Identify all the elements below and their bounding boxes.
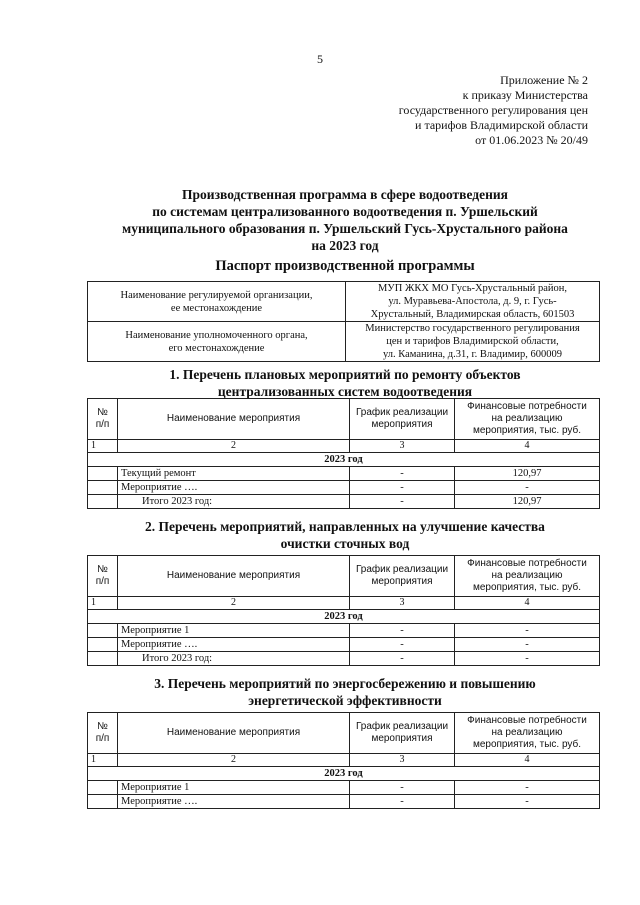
row-finance: - (455, 781, 600, 795)
column-number-row (88, 754, 600, 767)
row-num (88, 781, 118, 795)
title-line: по системам централизованного водоотведения п. Уршельский (152, 204, 538, 219)
row-name: Текущий ремонт (118, 467, 350, 481)
passport-label-line: его местонахождение (168, 342, 265, 354)
table-header-row (88, 399, 600, 440)
section-3-table (87, 712, 600, 809)
year-row (88, 610, 600, 624)
annex-line: государственного регулирования цен (398, 103, 588, 117)
annex-line: Приложение № 2 (500, 73, 588, 87)
section-1-title (80, 366, 610, 400)
passport-label-line: Наименование регулируемой организации, (120, 289, 313, 301)
row-schedule: - (350, 467, 455, 481)
row-name: Мероприятие …. (118, 481, 350, 495)
section-title-line: 3. Перечень мероприятий по энергосбережению и повышению (154, 676, 536, 691)
passport-value-line: Хрустальный, Владимирская область, 601503 (370, 309, 575, 320)
passport-value-line: МУП ЖКХ МО Гусь-Хрустальный район, (377, 283, 568, 294)
row-schedule: - (350, 624, 455, 638)
col-number: 2 (118, 597, 350, 610)
title-line: на 2023 год (311, 238, 379, 253)
total-schedule: - (350, 652, 455, 666)
passport-value-line: Министерство государственного регулирования (365, 323, 580, 334)
column-number-row (88, 440, 600, 453)
header-name: Наименование мероприятия (118, 399, 350, 440)
header-name: Наименование мероприятия (118, 556, 350, 597)
row-finance: 120,97 (455, 467, 600, 481)
column-number-row (88, 597, 600, 610)
header-finance: Финансовые потребности на реализацию мероприятия, тыс. руб. (455, 713, 600, 754)
section-3-title (80, 675, 610, 709)
header-schedule: График реализации мероприятия (350, 556, 455, 597)
row-num (88, 467, 118, 481)
col-number: 3 (350, 597, 455, 610)
header-num: № п/п (88, 713, 118, 754)
header-finance: Финансовые потребности на реализацию мероприятия, тыс. руб. (455, 399, 600, 440)
section-title-line: 1. Перечень плановых мероприятий по ремонту объектов (169, 367, 521, 382)
section-2-title (80, 518, 610, 552)
total-finance: 120,97 (455, 495, 600, 509)
passport-value-line: ул. Каманина, д.31, г. Владимир, 600009 (382, 349, 563, 360)
row-num (88, 795, 118, 809)
annex-line: и тарифов Владимирской области (415, 118, 588, 132)
table-row (88, 624, 600, 638)
year-label: 2023 год (88, 453, 600, 467)
row-num (88, 495, 118, 509)
year-label: 2023 год (88, 767, 600, 781)
col-number: 4 (455, 440, 600, 453)
row-num (88, 624, 118, 638)
title-line: Производственная программа в сфере водоотведения (182, 187, 508, 202)
header-name: Наименование мероприятия (118, 713, 350, 754)
col-number: 1 (88, 597, 118, 610)
section-title-line: 2. Перечень мероприятий, направленных на улучшение качества (145, 519, 545, 534)
table-header-row (88, 713, 600, 754)
year-row (88, 453, 600, 467)
total-row (88, 495, 600, 509)
row-name: Мероприятие 1 (118, 624, 350, 638)
col-number: 2 (118, 754, 350, 767)
row-num (88, 481, 118, 495)
row-schedule: - (350, 795, 455, 809)
section-title-line: централизованных систем водоотведения (217, 384, 473, 399)
passport-table (87, 281, 600, 362)
row-name: Мероприятие …. (118, 795, 350, 809)
row-num (88, 652, 118, 666)
passport-label-line: ее местонахождение (170, 302, 263, 314)
passport-label-line: Наименование уполномоченного органа, (125, 329, 308, 341)
section-2-table (87, 555, 600, 666)
passport-value-line: цен и тарифов Владимирской области, (386, 336, 559, 347)
section-title-line: очистки сточных вод (280, 536, 410, 551)
section-1-table (87, 398, 600, 509)
row-num (88, 638, 118, 652)
col-number: 1 (88, 754, 118, 767)
row-name: Мероприятие 1 (118, 781, 350, 795)
annex-block (348, 73, 588, 148)
header-schedule: График реализации мероприятия (350, 713, 455, 754)
col-number: 2 (118, 440, 350, 453)
total-label: Итого 2023 год: (118, 495, 350, 509)
year-label: 2023 год (88, 610, 600, 624)
col-number: 4 (455, 597, 600, 610)
row-name: Мероприятие …. (118, 638, 350, 652)
year-row (88, 767, 600, 781)
passport-title: Паспорт производственной программы (215, 258, 475, 274)
col-number: 1 (88, 440, 118, 453)
passport-value (346, 282, 600, 322)
annex-line: от 01.06.2023 № 20/49 (475, 133, 588, 147)
row-schedule: - (350, 481, 455, 495)
row-finance: - (455, 795, 600, 809)
table-row (88, 638, 600, 652)
passport-value (346, 322, 600, 362)
title-line: муниципального образования п. Уршельский Гусь-Хрустального района (122, 221, 568, 236)
table-row (88, 467, 600, 481)
document-title (80, 186, 610, 254)
row-finance: - (455, 481, 600, 495)
row-finance: - (455, 624, 600, 638)
table-header-row (88, 556, 600, 597)
col-number: 3 (350, 440, 455, 453)
passport-value-line: ул. Муравьева-Апостола, д. 9, г. Гусь- (388, 296, 557, 307)
section-title-line: энергетической эффективности (248, 693, 442, 708)
passport-label (88, 322, 346, 362)
row-finance: - (455, 638, 600, 652)
annex-line: к приказу Министерства (462, 88, 588, 102)
total-row (88, 652, 600, 666)
header-num: № п/п (88, 399, 118, 440)
row-schedule: - (350, 781, 455, 795)
total-finance: - (455, 652, 600, 666)
col-number: 4 (455, 754, 600, 767)
passport-label (88, 282, 346, 322)
total-schedule: - (350, 495, 455, 509)
passport-row (88, 322, 600, 362)
header-schedule: График реализации мероприятия (350, 399, 455, 440)
header-finance: Финансовые потребности на реализацию мероприятия, тыс. руб. (455, 556, 600, 597)
total-label: Итого 2023 год: (118, 652, 350, 666)
table-row (88, 795, 600, 809)
page-number: 5 (317, 52, 323, 66)
row-schedule: - (350, 638, 455, 652)
table-row (88, 481, 600, 495)
col-number: 3 (350, 754, 455, 767)
passport-row (88, 282, 600, 322)
header-num: № п/п (88, 556, 118, 597)
table-row (88, 781, 600, 795)
